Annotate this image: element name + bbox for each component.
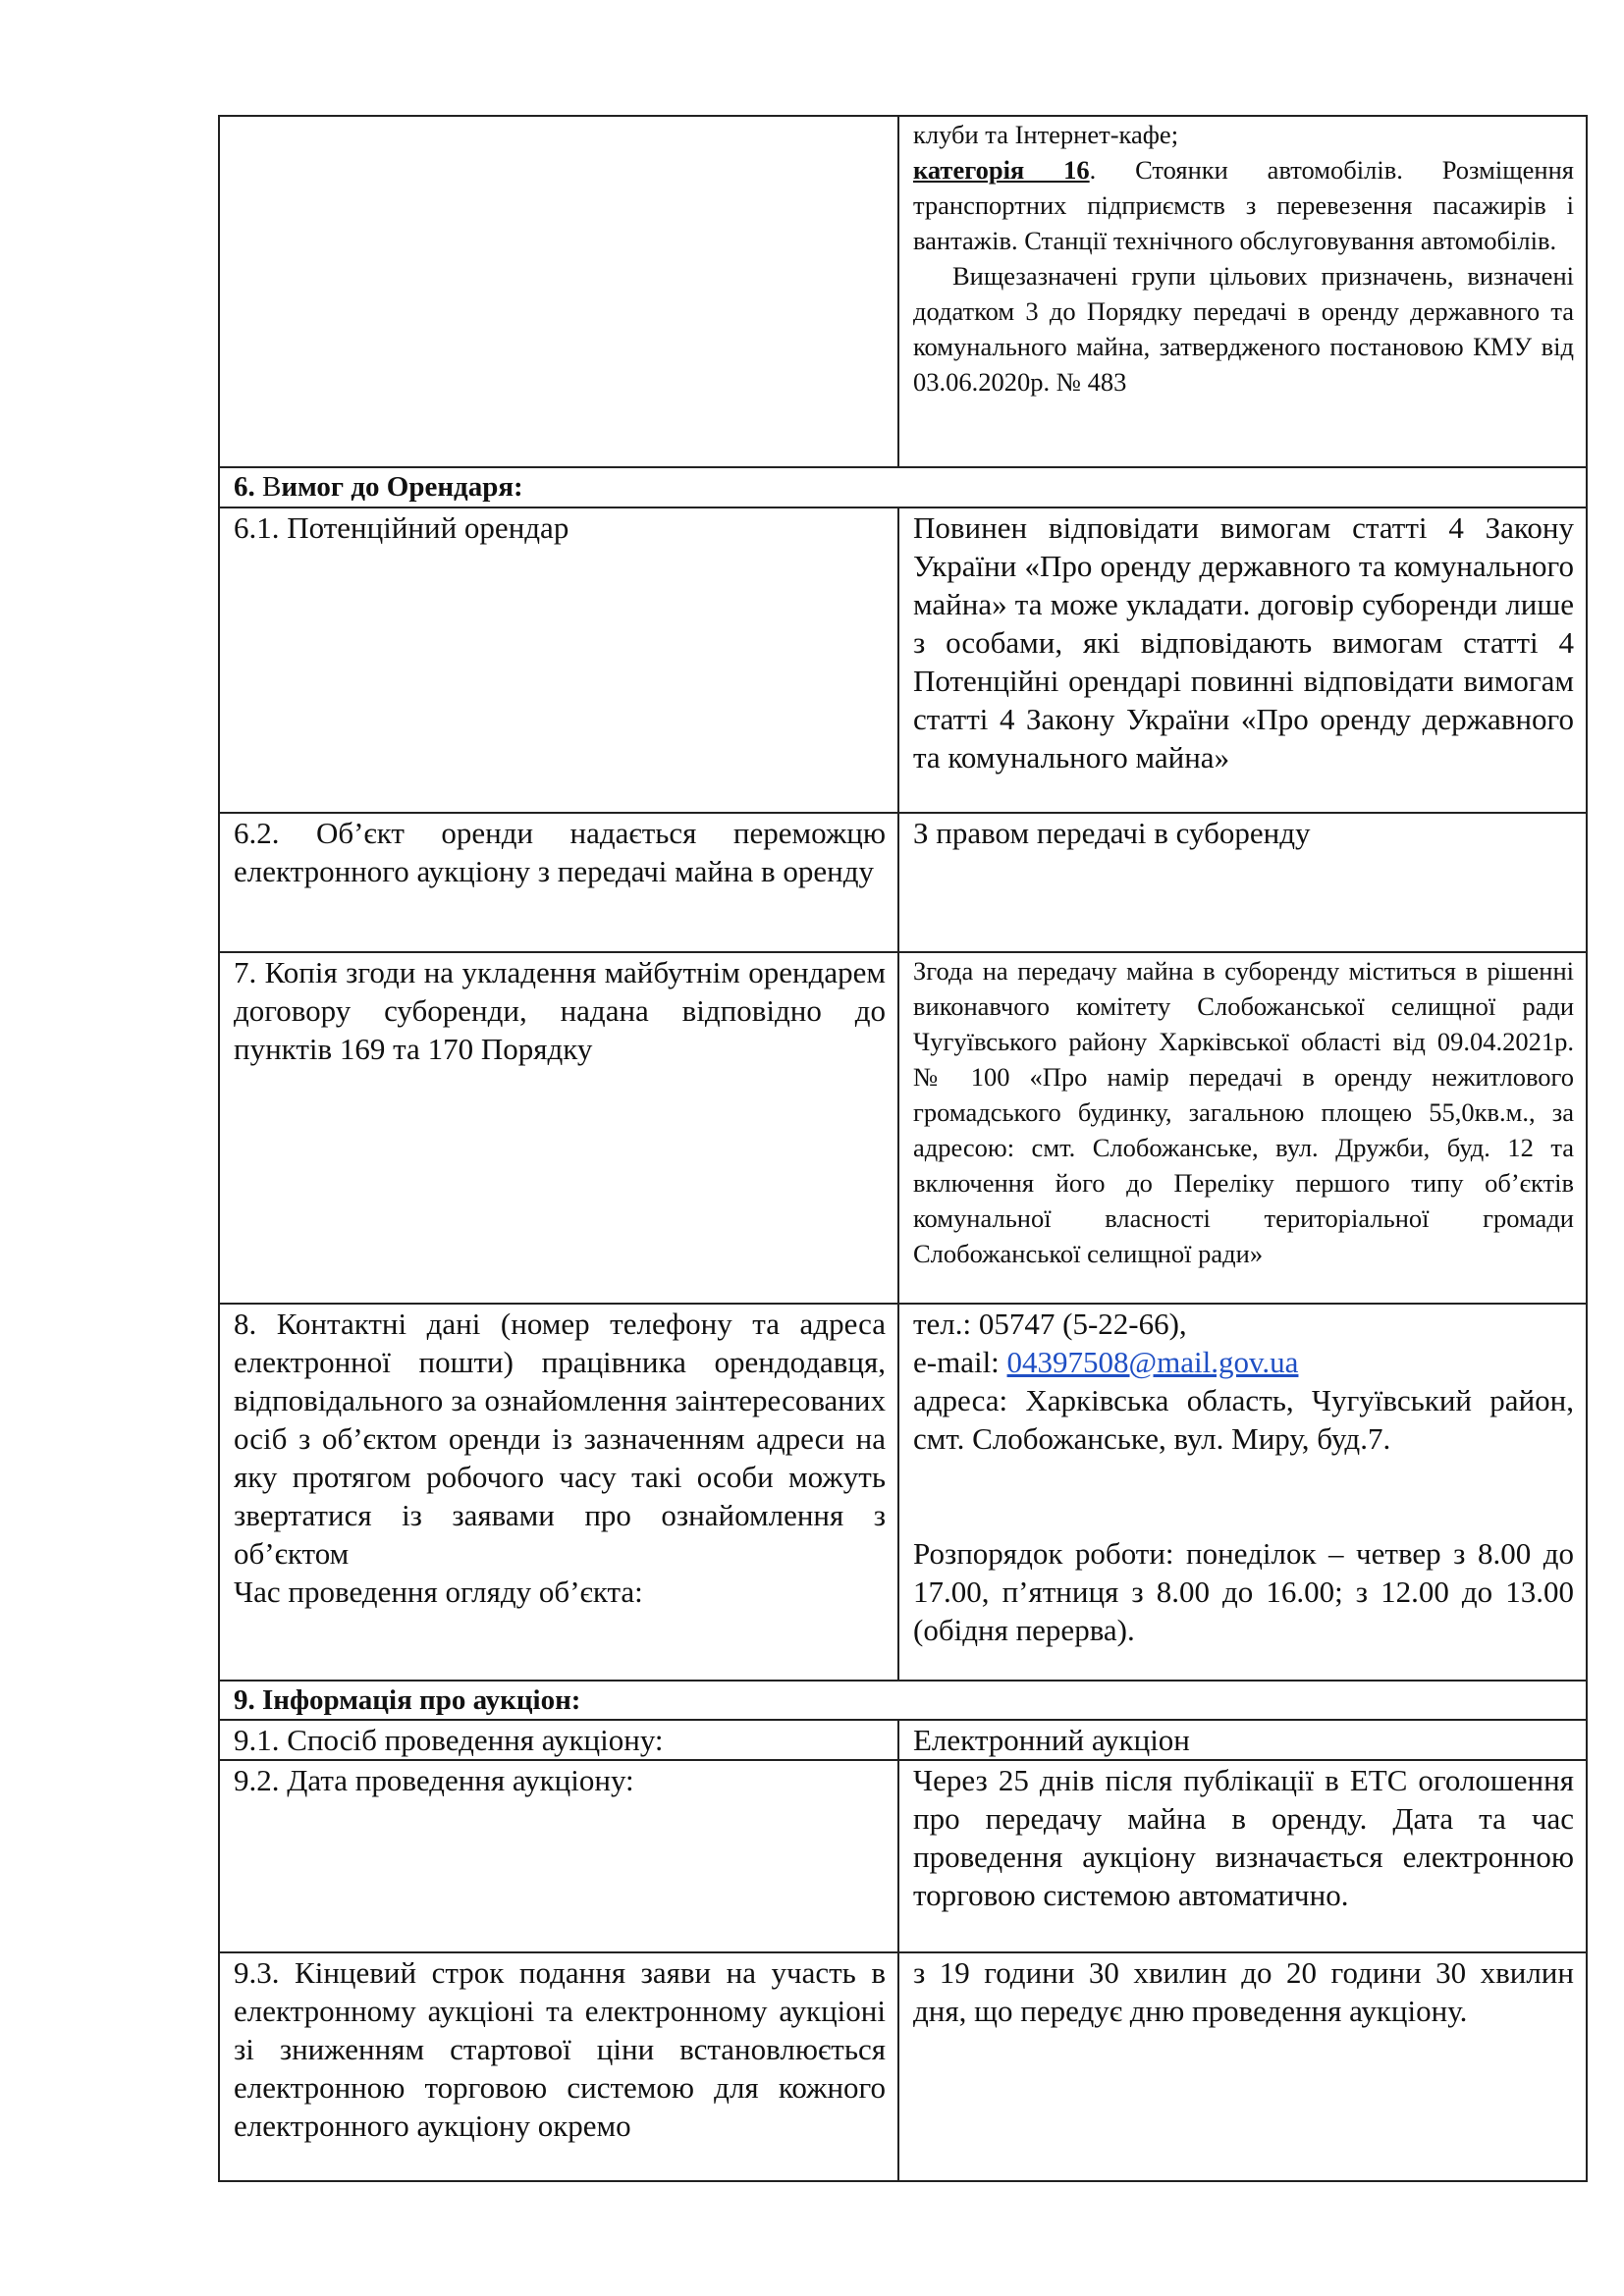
row-6-1-value: Повинен відповідати вимогам статті 4 Закону України «Про оренду державного та комунального майна» та може укладати. договір суборенди лише з особами, які відповідають вимогам статті 4 Потенційні орендарі повинні відповідати вимогам статті 4 Закону України «Про оренду державного та комунального майна»	[898, 507, 1587, 813]
row-9-1-value: Електронний аукціон	[898, 1720, 1587, 1760]
row-9-1-label: 9.1. Спосіб проведення аукціону:	[219, 1720, 898, 1760]
category-line-internet-cafe: клуби та Інтернет-кафе;	[913, 120, 1179, 149]
row-9-1	[219, 1720, 1587, 1760]
contact-email-line	[913, 1343, 1574, 1381]
row-9-2-value: Через 25 днів після публікації в ЕТС оголошення про передачу майна в оренду. Дата та час проведення аукціону визначається електронною торговою системою автоматично.	[898, 1760, 1587, 1952]
contact-phone: тел.: 05747 (5-22-66),	[913, 1306, 1187, 1341]
section-9-header-row	[219, 1681, 1587, 1721]
contact-email-link[interactable]: 04397508@mail.gov.ua	[1006, 1344, 1299, 1379]
row-9-3	[219, 1952, 1587, 2181]
row-6-2-value: З правом передачі в суборенду	[898, 813, 1587, 952]
row-8-viewing-label: Час проведення огляду об’єкта:	[234, 1574, 643, 1609]
work-schedule: Розпорядок роботи: понеділок – четвер з 8.00 до 17.00, п’ятниця з 8.00 до 16.00; з 12.00 до 13.00 (обідня перерва).	[913, 1535, 1574, 1647]
empty-cell	[219, 116, 898, 467]
row-purpose-categories	[219, 116, 1587, 467]
category-16-label: категорія 16	[913, 155, 1090, 185]
row-7-label: 7. Копія згоди на укладення майбутнім орендарем договору суборенди, надана відповідно до пунктів 169 та 170 Порядку	[219, 952, 898, 1304]
section-9-title: 9. Інформація про аукціон:	[219, 1681, 1587, 1721]
row-8-label-cell	[219, 1304, 898, 1681]
auction-terms-table	[218, 115, 1588, 2182]
categories-note: Вищезазначені групи цільових призначень, визначені додатком 3 до Порядку передачі в оренду державного та комунального майна, затвердженого постановою КМУ від 03.06.2020р. № 483	[913, 261, 1574, 397]
row-6-1-label: 6.1. Потенційний орендар	[219, 507, 898, 813]
row-7-value: Згода на передачу майна в суборенду міститься в рішенні виконавчого комітету Слобожанської селищної ради Чугуївського району Харківської області від 09.04.2021р. № 100 «Про намір передачі в оренду нежитлового громадського будинку, загальною площею 55,0кв.м., за адресою: смт. Слобожанське, вул. Дружби, буд. 12 та включення його до Переліку першого типу об’єктів комунальної власності територіальної громади Слобожанської селищної ради»	[898, 952, 1587, 1304]
section-6-header-row	[219, 467, 1587, 507]
purpose-categories-cell	[898, 116, 1587, 467]
row-8-value-cell	[898, 1304, 1587, 1681]
section-6-number: 6.	[234, 471, 255, 503]
category-16-text: . Стоянки автомобілів. Розміщення транспортних підприємств з перевезення пасажирів і вантажів. Станції технічного обслуговування автомобілів.	[913, 155, 1574, 255]
row-8	[219, 1304, 1587, 1681]
row-8-contact-label: 8. Контактні дані (номер телефону та адреса електронної пошти) працівника орендодавця, відповідального за ознайомлення заінтересованих осіб з об’єктом оренди із зазначенням адреси на яку протягом робочого часу такі особи можуть звертатися із заявами про ознайомлення з об’єктом	[234, 1306, 886, 1571]
row-6-2-label: 6.2. Об’єкт оренди надається переможцю електронного аукціону з передачі майна в оренду	[219, 813, 898, 952]
row-9-2-label: 9.2. Дата проведення аукціону:	[219, 1760, 898, 1952]
row-9-2	[219, 1760, 1587, 1952]
section-6-title	[219, 467, 1587, 507]
row-6-2	[219, 813, 1587, 952]
section-6-title-prefix: В	[262, 471, 282, 503]
row-7	[219, 952, 1587, 1304]
row-6-1	[219, 507, 1587, 813]
row-9-3-value: з 19 години 30 хвилин до 20 години 30 хвилин дня, що передує дню проведення аукціону.	[898, 1952, 1587, 2181]
contact-email-label: e-mail:	[913, 1344, 1007, 1379]
row-9-3-label: 9.3. Кінцевий строк подання заяви на участь в електронному аукціоні та електронному аукціоні зі зниженням стартової ціни встановлюється електронною торговою системою для кожного електронного аукціону окремо	[219, 1952, 898, 2181]
contact-address: адреса: Харківська область, Чугуївський район, смт. Слобожанське, вул. Миру, буд.7.	[913, 1382, 1574, 1456]
category-16-paragraph	[913, 152, 1574, 258]
section-6-title-rest: имог до Орендаря:	[281, 471, 523, 503]
